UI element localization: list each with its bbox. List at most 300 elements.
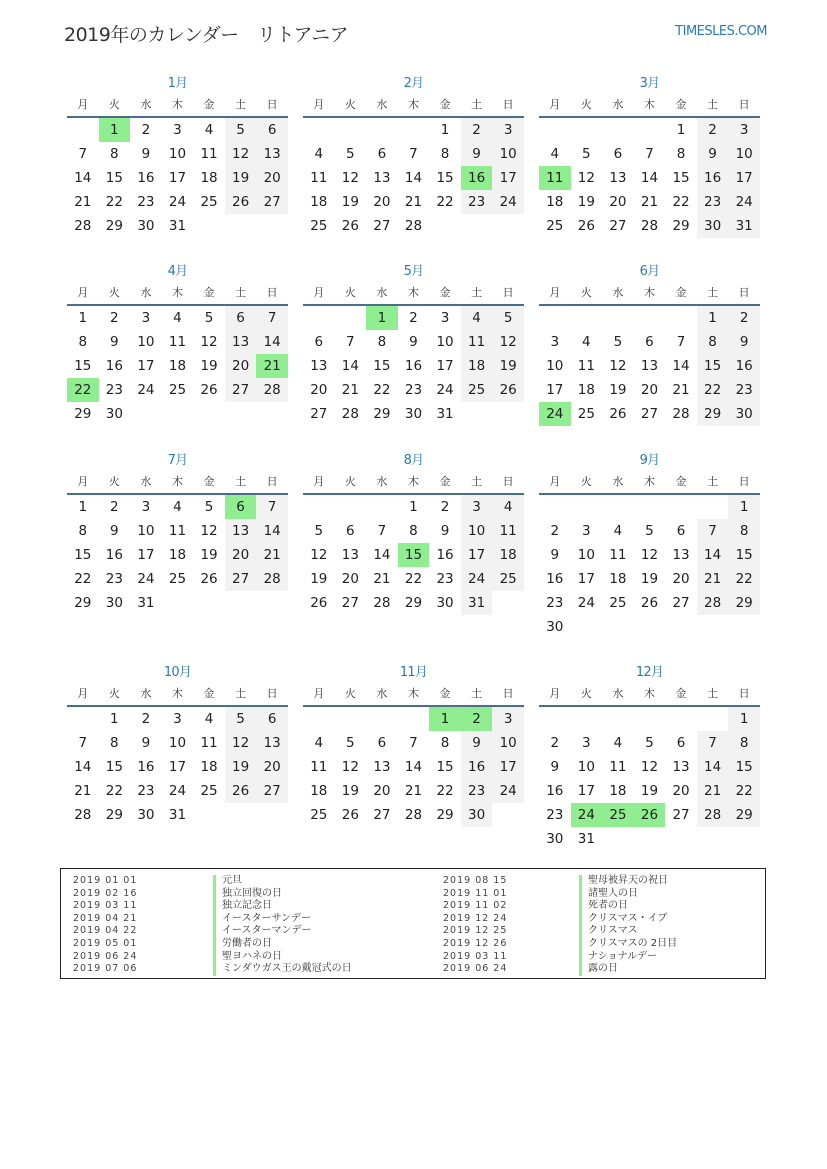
- day-cell: 12: [225, 142, 257, 166]
- day-cell: 2: [550, 735, 560, 751]
- holiday-day-cell: 1: [429, 707, 461, 731]
- day-cell: 25: [577, 406, 595, 422]
- day-cell: 10: [577, 547, 595, 563]
- day-cell: 2: [141, 711, 151, 727]
- day-cell: 10: [168, 735, 187, 751]
- weekday-label: 月: [313, 286, 325, 299]
- day-cell: 21: [404, 194, 423, 210]
- day-cell: 30: [404, 406, 423, 422]
- day-cell: 20: [640, 382, 659, 398]
- month-title: 4月: [167, 264, 188, 279]
- holiday-name: イースターサンデー: [213, 913, 311, 926]
- weekday-label: 月: [313, 98, 325, 111]
- holiday-day-cell: 11: [539, 166, 571, 190]
- weekday-label: 月: [77, 475, 89, 488]
- weekday-label: 日: [266, 475, 278, 488]
- month-calendar: [539, 262, 760, 426]
- day-cell: 5: [645, 523, 654, 539]
- holiday-day-cell: 25: [602, 803, 634, 827]
- day-cell: 2: [697, 118, 729, 142]
- day-cell: 2: [440, 499, 450, 515]
- day-cell: 20: [256, 166, 288, 190]
- day-cell: 6: [256, 118, 288, 142]
- day-cell: 30: [436, 595, 454, 611]
- day-cell: 6: [613, 146, 623, 162]
- weekday-label: 水: [140, 98, 152, 111]
- day-cell: 9: [461, 142, 493, 166]
- day-cell: 13: [341, 547, 359, 563]
- weekday-header: [539, 282, 760, 306]
- day-cell: 25: [200, 194, 218, 210]
- holiday-date: 2019 02 16: [73, 887, 138, 899]
- day-cell: 4: [613, 523, 623, 539]
- day-cell: 6: [256, 707, 288, 731]
- day-cell: 25: [310, 218, 328, 234]
- day-cell: 15: [697, 354, 729, 378]
- holiday-name: クリスマス・イブ: [579, 913, 667, 926]
- holiday-list-right: [443, 875, 753, 976]
- day-cell: 31: [137, 595, 155, 611]
- month-calendar: [303, 663, 524, 827]
- day-cell: 24: [728, 190, 760, 214]
- day-cell: 20: [341, 571, 359, 587]
- weekday-label: 水: [140, 286, 152, 299]
- day-cell: 20: [225, 543, 257, 567]
- day-cell: 25: [492, 567, 524, 591]
- holiday-date: 2019 06 24: [73, 950, 138, 962]
- day-cell: 31: [728, 214, 760, 238]
- day-cell: 3: [461, 495, 493, 519]
- day-cell: 5: [645, 735, 654, 751]
- day-grid: [539, 306, 760, 426]
- day-cell: 4: [173, 499, 182, 515]
- day-cell: 1: [697, 306, 729, 330]
- day-cell: 1: [728, 707, 760, 731]
- day-cell: 28: [697, 591, 729, 615]
- empty-cell: [366, 495, 398, 519]
- day-cell: 18: [200, 759, 218, 775]
- empty-cell: [697, 707, 729, 731]
- day-cell: 11: [461, 330, 493, 354]
- day-cell: 21: [404, 783, 423, 799]
- weekday-label: 金: [203, 475, 215, 488]
- day-cell: 17: [492, 755, 524, 779]
- day-cell: 29: [373, 406, 391, 422]
- day-cell: 17: [461, 543, 493, 567]
- day-cell: 19: [341, 783, 359, 799]
- empty-cell: [571, 306, 603, 330]
- weekday-label: 木: [643, 286, 655, 299]
- day-cell: 4: [492, 495, 524, 519]
- weekday-label: 土: [707, 687, 719, 700]
- day-cell: 11: [168, 334, 187, 350]
- day-cell: 25: [546, 218, 564, 234]
- day-cell: 11: [310, 170, 328, 186]
- day-cell: 27: [341, 595, 359, 611]
- day-cell: 19: [341, 194, 359, 210]
- weekday-header: [67, 683, 288, 707]
- day-cell: 10: [492, 731, 524, 755]
- month-calendar: [539, 663, 760, 851]
- day-cell: 14: [404, 759, 423, 775]
- day-cell: 26: [609, 406, 627, 422]
- empty-cell: [602, 306, 634, 330]
- holiday-date: 2019 12 26: [443, 937, 508, 949]
- day-cell: 5: [225, 118, 257, 142]
- holiday-date: 2019 03 11: [73, 900, 138, 912]
- holiday-day-cell: 1: [99, 118, 131, 142]
- day-grid: [303, 707, 524, 827]
- day-cell: 1: [440, 122, 450, 138]
- day-cell: 15: [436, 170, 454, 186]
- day-cell: 12: [640, 759, 659, 775]
- weekday-label: 木: [171, 687, 183, 700]
- day-cell: 19: [492, 354, 524, 378]
- holiday-row: [443, 913, 753, 926]
- day-cell: 29: [404, 595, 423, 611]
- empty-cell: [571, 495, 603, 519]
- day-cell: 24: [168, 194, 187, 210]
- day-cell: 13: [256, 142, 288, 166]
- day-cell: 27: [225, 378, 257, 402]
- holiday-row: [73, 875, 433, 888]
- holiday-row: [73, 963, 433, 976]
- weekday-label: 土: [471, 687, 483, 700]
- day-cell: 12: [341, 170, 359, 186]
- day-cell: 17: [492, 166, 524, 190]
- day-cell: 20: [373, 783, 391, 799]
- weekday-header: [67, 471, 288, 495]
- day-cell: 11: [168, 523, 187, 539]
- holiday-name: 聖母被昇天の祝日: [579, 875, 668, 888]
- day-cell: 22: [728, 779, 760, 803]
- weekday-label: 木: [643, 687, 655, 700]
- day-cell: 11: [609, 547, 627, 563]
- day-cell: 18: [461, 354, 493, 378]
- day-cell: 26: [200, 571, 218, 587]
- weekday-header: [303, 471, 524, 495]
- day-cell: 9: [550, 759, 560, 775]
- weekday-label: 木: [643, 475, 655, 488]
- day-cell: 10: [546, 358, 564, 374]
- day-cell: 23: [697, 190, 729, 214]
- day-cell: 3: [173, 122, 182, 138]
- weekday-label: 火: [108, 286, 120, 299]
- weekday-label: 金: [675, 286, 687, 299]
- day-cell: 18: [168, 547, 187, 563]
- empty-cell: [602, 707, 634, 731]
- day-cell: 23: [546, 807, 564, 823]
- day-cell: 14: [373, 547, 391, 563]
- day-cell: 28: [640, 218, 659, 234]
- day-cell: 6: [645, 334, 654, 350]
- day-cell: 4: [314, 146, 324, 162]
- page-title: 2019年のカレンダー リトアニア: [64, 24, 349, 46]
- day-cell: 26: [200, 382, 218, 398]
- day-cell: 10: [436, 334, 454, 350]
- weekday-label: 日: [502, 286, 514, 299]
- weekday-header: [539, 94, 760, 118]
- weekday-label: 月: [313, 687, 325, 700]
- day-cell: 21: [74, 194, 92, 210]
- weekday-label: 水: [612, 98, 624, 111]
- weekday-label: 土: [707, 475, 719, 488]
- holiday-row: [443, 888, 753, 901]
- month-calendar: [303, 262, 524, 426]
- day-cell: 7: [409, 146, 418, 162]
- day-grid: [539, 707, 760, 851]
- day-cell: 8: [728, 519, 760, 543]
- day-cell: 14: [74, 759, 92, 775]
- day-cell: 14: [672, 358, 690, 374]
- weekday-header: [303, 683, 524, 707]
- day-cell: 31: [461, 591, 493, 615]
- day-cell: 5: [582, 146, 591, 162]
- day-cell: 7: [409, 735, 418, 751]
- day-cell: 3: [440, 310, 450, 326]
- day-cell: 31: [436, 406, 454, 422]
- holiday-day-cell: 16: [461, 166, 493, 190]
- weekday-label: 月: [549, 687, 561, 700]
- day-grid: [303, 118, 524, 238]
- weekday-label: 土: [471, 98, 483, 111]
- day-cell: 27: [256, 190, 288, 214]
- day-cell: 5: [346, 735, 355, 751]
- empty-cell: [697, 495, 729, 519]
- day-cell: 10: [137, 523, 155, 539]
- weekday-label: 日: [266, 98, 278, 111]
- day-cell: 15: [105, 170, 123, 186]
- day-cell: 7: [78, 146, 88, 162]
- day-cell: 19: [640, 571, 659, 587]
- day-cell: 21: [74, 783, 92, 799]
- day-cell: 18: [609, 783, 627, 799]
- month-title: 1月: [167, 76, 188, 91]
- month-title: 8月: [403, 453, 424, 468]
- weekday-label: 木: [171, 475, 183, 488]
- holiday-name: クリスマスの 2日目: [579, 938, 677, 951]
- empty-cell: [335, 118, 367, 142]
- day-cell: 29: [105, 807, 123, 823]
- day-cell: 30: [137, 807, 155, 823]
- day-cell: 8: [377, 334, 387, 350]
- weekday-label: 日: [266, 286, 278, 299]
- empty-cell: [303, 495, 335, 519]
- empty-cell: [335, 707, 367, 731]
- weekday-label: 月: [549, 98, 561, 111]
- holiday-date: 2019 12 24: [443, 912, 508, 924]
- empty-cell: [335, 495, 367, 519]
- weekday-label: 日: [738, 687, 750, 700]
- holiday-day-cell: 26: [634, 803, 666, 827]
- weekday-label: 土: [707, 286, 719, 299]
- weekday-label: 日: [502, 475, 514, 488]
- day-cell: 28: [74, 807, 92, 823]
- day-cell: 10: [728, 142, 760, 166]
- holiday-name: 死者の日: [579, 900, 628, 913]
- day-cell: 16: [728, 354, 760, 378]
- day-cell: 10: [492, 142, 524, 166]
- day-cell: 8: [110, 146, 119, 162]
- empty-cell: [665, 306, 697, 330]
- weekday-label: 日: [502, 687, 514, 700]
- month-calendar: [67, 663, 288, 827]
- day-cell: 13: [373, 759, 391, 775]
- day-cell: 15: [672, 170, 690, 186]
- empty-cell: [539, 306, 571, 330]
- day-cell: 29: [74, 595, 92, 611]
- day-cell: 24: [492, 779, 524, 803]
- month-calendar: [303, 451, 524, 615]
- day-cell: 18: [310, 783, 328, 799]
- day-cell: 22: [436, 783, 454, 799]
- day-cell: 16: [546, 783, 564, 799]
- weekday-label: 金: [439, 286, 451, 299]
- day-cell: 10: [137, 334, 155, 350]
- month-title: 2月: [403, 76, 424, 91]
- weekday-label: 日: [502, 98, 514, 111]
- day-cell: 12: [200, 523, 218, 539]
- day-cell: 9: [110, 334, 119, 350]
- day-cell: 2: [461, 118, 493, 142]
- day-cell: 24: [137, 382, 155, 398]
- day-cell: 5: [492, 306, 524, 330]
- empty-cell: [303, 707, 335, 731]
- day-cell: 4: [204, 711, 214, 727]
- day-cell: 20: [256, 755, 288, 779]
- day-cell: 12: [640, 547, 659, 563]
- day-cell: 16: [697, 166, 729, 190]
- month-calendar: [67, 451, 288, 615]
- month-calendar: [539, 74, 760, 238]
- empty-cell: [366, 118, 398, 142]
- day-cell: 16: [546, 571, 564, 587]
- day-cell: 26: [640, 595, 659, 611]
- day-cell: 29: [436, 807, 454, 823]
- day-cell: 8: [110, 735, 119, 751]
- weekday-label: 火: [344, 475, 356, 488]
- empty-cell: [602, 495, 634, 519]
- weekday-label: 火: [108, 687, 120, 700]
- day-cell: 17: [577, 571, 595, 587]
- weekday-label: 金: [203, 286, 215, 299]
- month-title: 12月: [635, 665, 664, 680]
- day-cell: 14: [697, 755, 729, 779]
- day-cell: 15: [728, 543, 760, 567]
- day-cell: 17: [168, 759, 187, 775]
- day-cell: 12: [577, 170, 595, 186]
- day-cell: 16: [105, 358, 123, 374]
- day-cell: 30: [105, 595, 123, 611]
- day-cell: 15: [436, 759, 454, 775]
- day-cell: 22: [373, 382, 391, 398]
- day-cell: 18: [310, 194, 328, 210]
- holiday-row: [443, 900, 753, 913]
- day-cell: 4: [173, 310, 182, 326]
- weekday-label: 火: [344, 98, 356, 111]
- day-cell: 14: [341, 358, 359, 374]
- holiday-day-cell: 22: [67, 378, 99, 402]
- holiday-name: 諸聖人の日: [579, 888, 638, 901]
- day-cell: 6: [314, 334, 324, 350]
- weekday-label: 木: [171, 286, 183, 299]
- day-cell: 29: [74, 406, 92, 422]
- empty-cell: [634, 707, 666, 731]
- day-cell: 12: [225, 731, 257, 755]
- day-cell: 22: [728, 567, 760, 591]
- day-cell: 25: [168, 571, 187, 587]
- weekday-label: 金: [203, 98, 215, 111]
- weekday-label: 日: [266, 687, 278, 700]
- weekday-label: 土: [471, 286, 483, 299]
- empty-cell: [366, 707, 398, 731]
- day-cell: 15: [105, 759, 123, 775]
- day-cell: 20: [609, 194, 627, 210]
- holiday-day-cell: 15: [398, 543, 430, 567]
- empty-cell: [398, 707, 430, 731]
- day-cell: 9: [697, 142, 729, 166]
- weekday-label: 月: [549, 286, 561, 299]
- day-cell: 25: [310, 807, 328, 823]
- day-grid: [303, 306, 524, 426]
- weekday-label: 火: [344, 687, 356, 700]
- month-title: 5月: [403, 264, 424, 279]
- day-cell: 7: [645, 146, 654, 162]
- day-cell: 29: [672, 218, 690, 234]
- day-cell: 7: [377, 523, 387, 539]
- day-cell: 30: [461, 803, 493, 827]
- holiday-date: 2019 04 21: [73, 912, 138, 924]
- holiday-name: 労働者の日: [213, 938, 272, 951]
- weekday-label: 土: [235, 475, 247, 488]
- holiday-day-cell: 24: [571, 803, 603, 827]
- day-cell: 17: [168, 170, 187, 186]
- day-cell: 19: [640, 783, 659, 799]
- day-cell: 27: [672, 595, 690, 611]
- day-cell: 12: [200, 334, 218, 350]
- weekday-label: 水: [612, 475, 624, 488]
- day-cell: 21: [640, 194, 659, 210]
- day-cell: 1: [110, 711, 119, 727]
- day-cell: 26: [492, 378, 524, 402]
- weekday-header: [67, 282, 288, 306]
- day-cell: 26: [577, 218, 595, 234]
- day-cell: 31: [577, 831, 595, 847]
- empty-cell: [571, 707, 603, 731]
- day-cell: 3: [582, 735, 591, 751]
- brand-logo[interactable]: TIMESLES.COM: [675, 24, 767, 39]
- weekday-label: 水: [376, 475, 388, 488]
- day-cell: 15: [728, 755, 760, 779]
- day-cell: 4: [550, 146, 560, 162]
- day-cell: 18: [577, 382, 595, 398]
- day-cell: 22: [74, 571, 92, 587]
- day-cell: 9: [728, 330, 760, 354]
- day-cell: 21: [256, 543, 288, 567]
- day-cell: 7: [346, 334, 355, 350]
- day-cell: 5: [204, 499, 214, 515]
- day-cell: 30: [105, 406, 123, 422]
- day-cell: 10: [577, 759, 595, 775]
- empty-cell: [67, 118, 99, 142]
- day-cell: 26: [225, 779, 257, 803]
- weekday-label: 月: [77, 286, 89, 299]
- day-cell: 23: [436, 571, 454, 587]
- holiday-date: 2019 11 02: [443, 900, 508, 912]
- day-cell: 8: [676, 146, 686, 162]
- month-calendar: [67, 74, 288, 238]
- day-cell: 29: [728, 803, 760, 827]
